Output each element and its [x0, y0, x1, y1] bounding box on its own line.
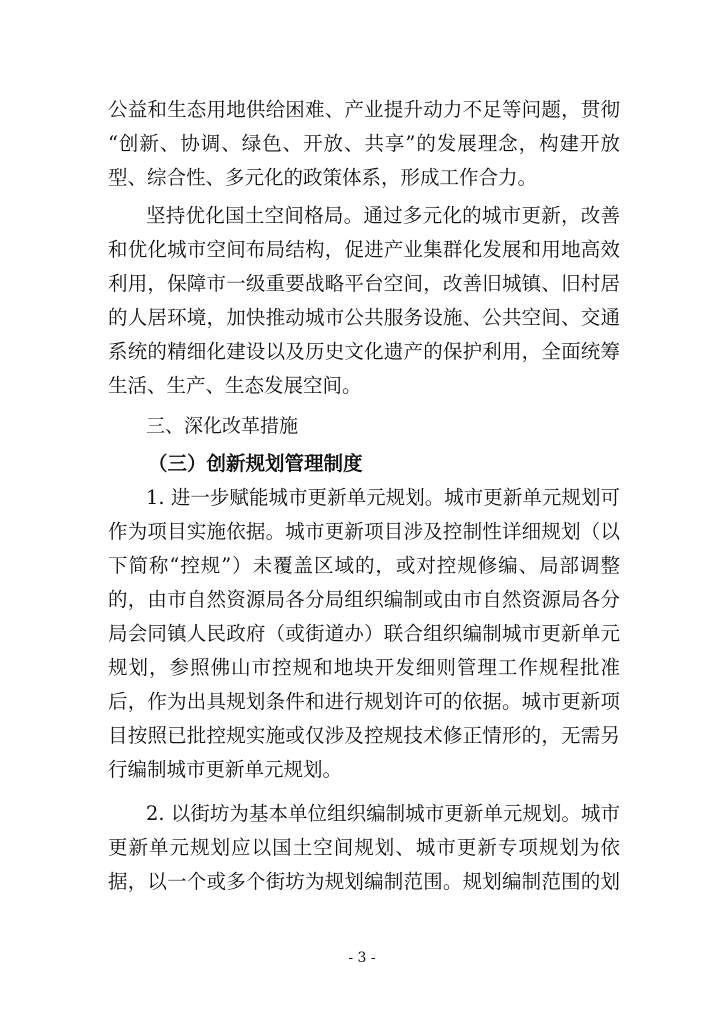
section-heading: 三、深化改革措施: [146, 415, 299, 437]
paragraph-line: 下简称“控规”）未覆盖区域的，或对控规修编、局部调整: [108, 554, 620, 577]
paragraph-line: 生活、生产、生态发展空间。: [108, 374, 362, 397]
paragraph-line: 利用，保障市一级重要战略平台空间，改善旧城镇、旧村居: [108, 272, 620, 295]
paragraph-line: 的，由市自然资源局各分局组织编制或由市自然资源局各分: [108, 588, 620, 611]
paragraph-line: 行编制城市更新单元规划。: [108, 758, 343, 781]
paragraph-line: 2. 以街坊为基本单位组织编制城市更新单元规划。城市: [146, 802, 620, 825]
page-number: - 3 -: [348, 950, 376, 966]
subsection-heading: （三）创新规划管理制度: [148, 452, 363, 475]
paragraph-line: 作为项目实施依据。城市更新项目涉及控制性详细规划（以: [108, 520, 620, 543]
paragraph-line: 规划，参照佛山市控规和地块开发细则管理工作规程批准: [108, 656, 620, 679]
paragraph-line: 据，以一个或多个街坊为规划编制范围。规划编制范围的划: [108, 870, 620, 893]
paragraph-line: 坚持优化国土空间格局。通过多元化的城市更新，改善: [146, 204, 620, 227]
paragraph-line: 的人居环境，加快推动城市公共服务设施、公共空间、交通: [108, 306, 620, 329]
paragraph-line: 目按照已批控规实施或仅涉及控规技术修正情形的，无需另: [108, 724, 620, 747]
paragraph-line: “创新、协调、绿色、开放、共享”的发展理念，构建开放: [108, 132, 620, 155]
paragraph-line: 更新单元规划应以国土空间规划、城市更新专项规划为依: [108, 836, 620, 859]
paragraph-line: 和优化城市空间布局结构，促进产业集群化发展和用地高效: [108, 238, 620, 261]
paragraph-line: 后，作为出具规划条件和进行规划许可的依据。城市更新项: [108, 690, 620, 713]
paragraph-line: 局会同镇人民政府（或街道办）联合组织编制城市更新单元: [108, 622, 620, 645]
paragraph-line: 系统的精细化建设以及历史文化遗产的保护利用，全面统筹: [108, 340, 620, 363]
paragraph-line: 型、综合性、多元化的政策体系，形成工作合力。: [108, 166, 538, 189]
paragraph-line: 公益和生态用地供给困难、产业提升动力不足等问题，贯彻: [108, 98, 620, 121]
paragraph-line: 1. 进一步赋能城市更新单元规划。城市更新单元规划可: [146, 486, 620, 509]
